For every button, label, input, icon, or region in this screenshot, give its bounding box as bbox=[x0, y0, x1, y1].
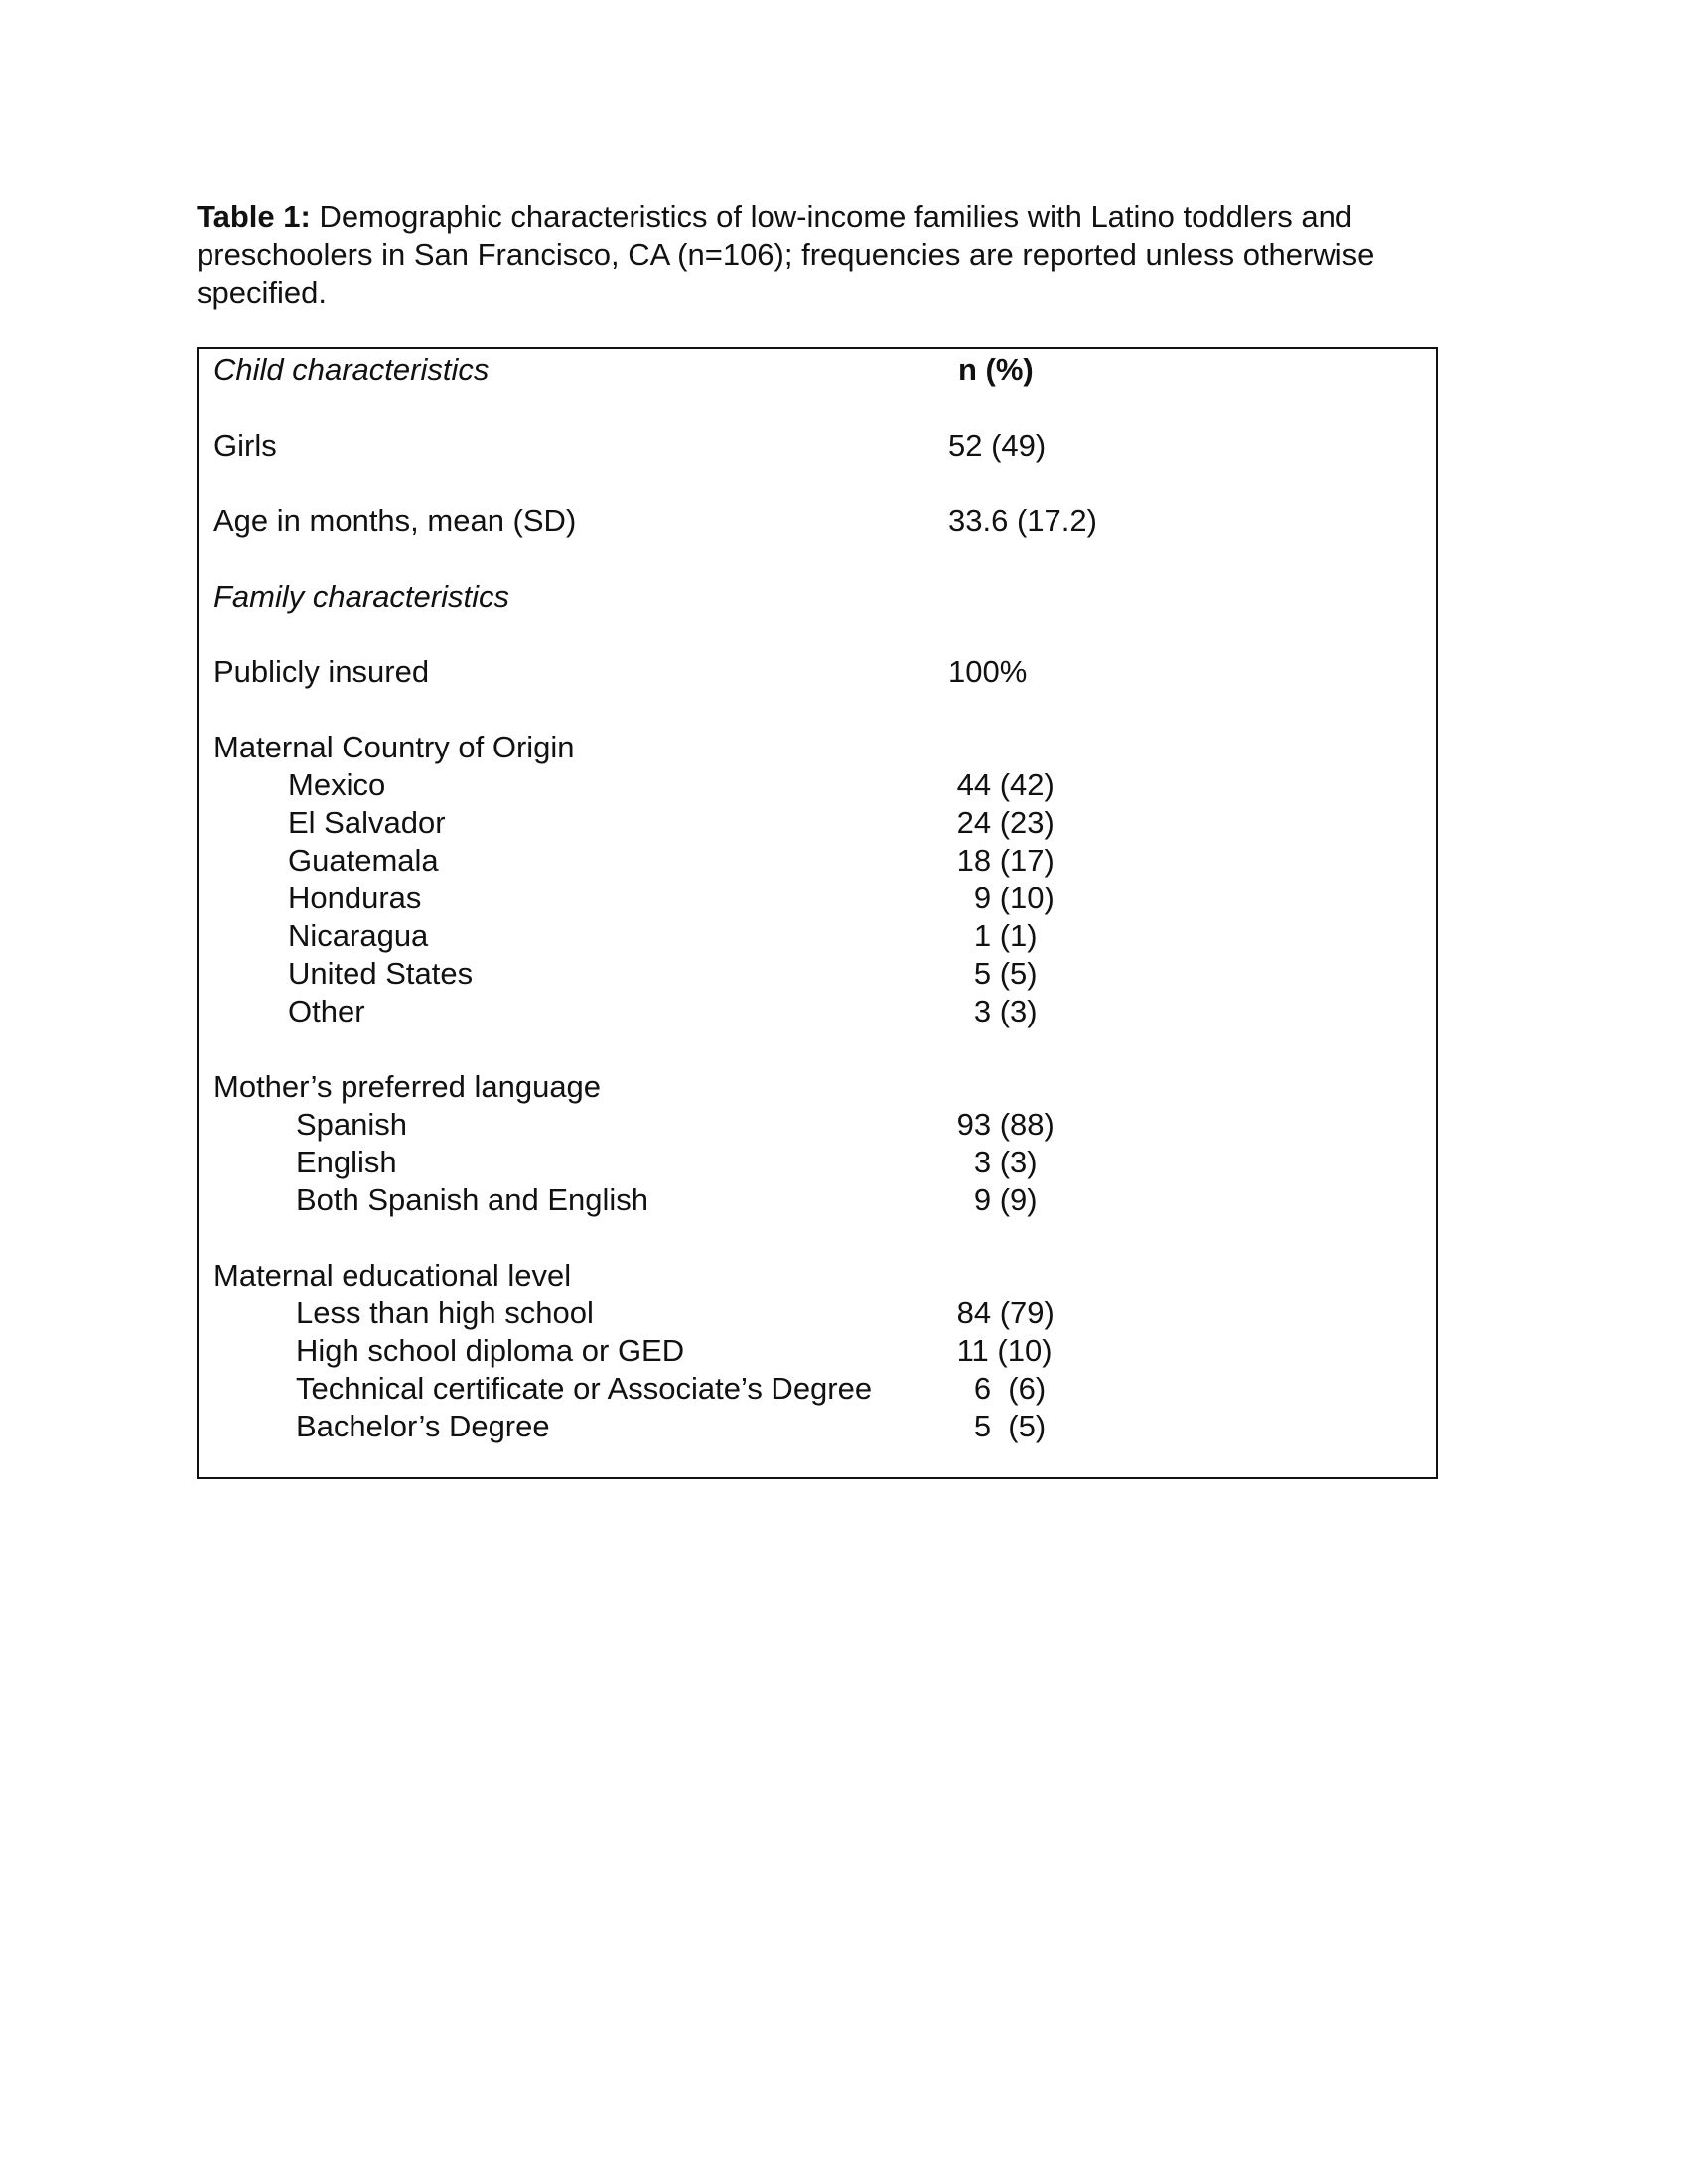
row-label: Less than high school bbox=[296, 1296, 594, 1330]
row-value: 33.6 (17.2) bbox=[948, 503, 1097, 538]
row-label: Honduras bbox=[288, 881, 422, 915]
column-header-n-percent: n (%) bbox=[958, 352, 1034, 387]
row-label: English bbox=[296, 1145, 397, 1179]
row-label: High school diploma or GED bbox=[296, 1333, 685, 1368]
table-row bbox=[199, 842, 1436, 880]
row-value: 52 (49) bbox=[948, 428, 1047, 463]
section-heading-child: Child characteristics bbox=[213, 352, 490, 387]
row-label: Girls bbox=[213, 428, 277, 463]
group-heading-education: Maternal educational level bbox=[213, 1258, 572, 1293]
table-row bbox=[199, 1106, 1436, 1144]
row-label: Mexico bbox=[288, 767, 386, 802]
row-value: 18 (17) bbox=[948, 843, 1055, 878]
table-row bbox=[199, 427, 1436, 465]
table-row bbox=[199, 993, 1436, 1030]
row-value: 5 (5) bbox=[948, 956, 1038, 991]
row-value: 5 (5) bbox=[948, 1409, 1047, 1443]
row-value: 93 (88) bbox=[948, 1107, 1055, 1142]
table-row bbox=[199, 766, 1436, 804]
demographics-table bbox=[197, 347, 1438, 1479]
table-row bbox=[199, 653, 1436, 691]
row-value: 6 (6) bbox=[948, 1371, 1047, 1406]
row-value: 11 (10) bbox=[948, 1333, 1053, 1368]
table-row bbox=[199, 804, 1436, 842]
table-row bbox=[199, 1370, 1436, 1408]
table-row bbox=[199, 578, 1436, 615]
table-row bbox=[199, 1295, 1436, 1332]
table-row bbox=[199, 917, 1436, 955]
row-label: Bachelor’s Degree bbox=[296, 1409, 550, 1443]
row-label: United States bbox=[288, 956, 474, 991]
caption-lead: Table 1: bbox=[197, 200, 311, 234]
row-label: Both Spanish and English bbox=[296, 1182, 649, 1217]
row-label: Nicaragua bbox=[288, 918, 429, 953]
table-row bbox=[199, 1332, 1436, 1370]
row-value: 24 (23) bbox=[948, 805, 1055, 840]
row-value: 9 (10) bbox=[948, 881, 1055, 915]
row-value: 3 (3) bbox=[948, 1145, 1038, 1179]
row-value: 3 (3) bbox=[948, 994, 1038, 1028]
table-row bbox=[199, 1257, 1436, 1295]
table-row bbox=[199, 729, 1436, 766]
row-value: 84 (79) bbox=[948, 1296, 1055, 1330]
row-label: El Salvador bbox=[288, 805, 446, 840]
section-heading-family: Family characteristics bbox=[213, 579, 509, 614]
table-row bbox=[199, 955, 1436, 993]
table-row bbox=[199, 880, 1436, 917]
table-row bbox=[199, 1181, 1436, 1219]
table-row bbox=[199, 1144, 1436, 1181]
table-caption bbox=[197, 199, 1448, 312]
group-heading-country: Maternal Country of Origin bbox=[213, 730, 575, 764]
row-label: Guatemala bbox=[288, 843, 439, 878]
table-row bbox=[199, 502, 1436, 540]
caption-text: Demographic characteristics of low-income families with Latino toddlers and preschoolers in San Francisco, CA (n=106); frequencies are reported unless otherwise specified. bbox=[197, 200, 1375, 310]
row-label: Technical certificate or Associate’s Degree bbox=[296, 1371, 873, 1406]
table-row bbox=[199, 1408, 1436, 1445]
row-value: 44 (42) bbox=[948, 767, 1055, 802]
table-row bbox=[199, 351, 1436, 389]
row-value: 100% bbox=[948, 654, 1028, 689]
row-label: Publicly insured bbox=[213, 654, 430, 689]
row-label: Spanish bbox=[296, 1107, 408, 1142]
row-value: 9 (9) bbox=[948, 1182, 1038, 1217]
row-label: Other bbox=[288, 994, 365, 1028]
row-label: Age in months, mean (SD) bbox=[213, 503, 577, 538]
table-row bbox=[199, 1068, 1436, 1106]
group-heading-language: Mother’s preferred language bbox=[213, 1069, 602, 1104]
row-value: 1 (1) bbox=[948, 918, 1038, 953]
